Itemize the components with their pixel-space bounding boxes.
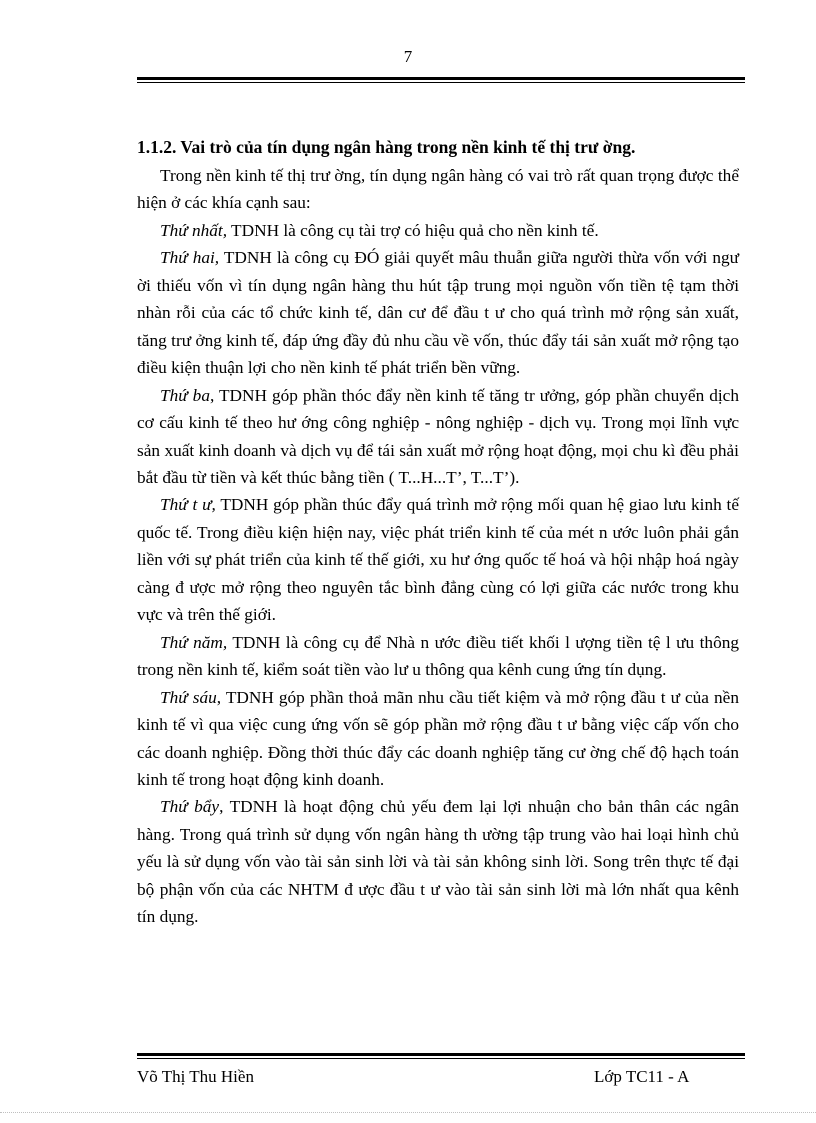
paragraph-lead: Thứ hai, [160, 248, 220, 268]
footer-author: Võ Thị Thu Hiền [137, 1067, 254, 1086]
paragraph-thu-hai [137, 244, 739, 381]
body-text [137, 162, 739, 931]
paragraph-text: , TDNH là hoạt động chủ yếu đem lại lợi nhuận cho bản thân các ngân hàng. Trong quá trình sử dụng vốn ngân hàng th ường tập trung vào hai loại hình chủ yếu là sử dụng vốn vào tài sản sinh lời và tài sản không sinh lời. Song trên thực tế đại bộ phận vốn của các NHTM đ ược đầu t ư vào tài sản sinh lời mà lớn nhất qua kênh tín dụng. [137, 797, 739, 927]
paragraph-text: TDNH là công cụ tài trợ có hiệu quả cho nền kinh tế. [227, 220, 599, 240]
section-heading: 1.1.2. Vai trò của tín dụng ngân hàng trong nền kinh tế thị trư ờng. [137, 137, 636, 157]
paragraph-thu-nhat [137, 217, 739, 244]
paragraph-lead: Thứ bẩy [160, 797, 220, 817]
paragraph-text: TDNH góp phần thúc đẩy quá trình mở rộng mối quan hệ giao lưu kinh tế quốc tế. Trong điều kiện hiện nay, việc phát triển kinh tế của mét n ước luôn phải gắn liền với sự phát triển của kinh tế thế giới, xu hư ớng quốc tế hoá và hội nhập hoá ngày càng đ ược mở rộng theo nguyên tắc bình đẳng cùng có lợi giữa các nước trong khu vực và trên thế giới. [137, 495, 739, 625]
paragraph-lead: Thứ t ư, [160, 495, 216, 515]
paragraph-text: , TDNH góp phần thóc đẩy nền kinh tế tăng tr ưởng, góp phần chuyển dịch cơ cấu kinh tế theo hư ớng công nghiệp - nông nghiệp - dịch vụ. Trong mọi lĩnh vực sản xuất kinh doanh và dịch vụ để tái sản xuất mở rộng hoạt động, mọi chu kì đều phải bắt đầu từ tiền và kết thúc bằng tiền ( T...H...T’, T...T’). [137, 385, 739, 487]
page-number: 7 [403, 47, 413, 66]
intro-paragraph: Trong nền kinh tế thị trư ờng, tín dụng ngân hàng có vai trò rất quan trọng được thể hiện ở các khía cạnh sau: [137, 166, 739, 213]
paragraph-text: TDNH là công cụ ĐÓ giải quyết mâu thuẫn giữa người thừa vốn với ngư ời thiếu vốn vì tín dụng ngân hàng thu hút tập trung mọi nguồn vốn tiền tệ tạm thời nhàn rỗi của các tổ chức kinh tế, dân cư để đầu t ư cho quá trình mở rộng sản xuất, tăng trư ởng kinh tế, đáp ứng đầy đủ nhu cầu về vốn, thúc đẩy tái sản xuất mở rộng tạo điều kiện thuận lợi cho nền kinh tế phát triển bền vững. [137, 248, 739, 378]
paragraph-thu-tu [137, 491, 739, 628]
paragraph-lead: Thứ năm, [160, 632, 228, 652]
page-edge-divider [0, 1112, 816, 1113]
paragraph-lead: Thứ sáu [160, 687, 217, 707]
footer-class: Lớp TC11 - A [594, 1067, 690, 1086]
paragraph-thu-bay [137, 793, 739, 930]
paragraph-text: TDNH là công cụ để Nhà n ước điều tiết khối l ượng tiền tệ l ưu thông trong nền kinh tế, kiểm soát tiền vào lư u thông qua kênh cung ứng tín dụng. [137, 632, 739, 680]
paragraph-lead: Thứ nhất, [160, 220, 228, 240]
paragraph-thu-sau [137, 684, 739, 794]
paragraph-thu-nam [137, 629, 739, 684]
footer-rule [137, 1053, 745, 1059]
paragraph-lead: Thứ ba [160, 385, 210, 405]
paragraph-text: , TDNH góp phần thoả mãn nhu cầu tiết kiệm và mở rộng đầu t ư của nền kinh tế vì qua việc cung ứng vốn sẽ góp phần mở rộng đầu t ư bằng việc cấp vốn cho các doanh nghiệp. Đồng thời thúc đẩy các doanh nghiệp tăng cư ờng chế độ hạch toán kinh tế trong hoạt động kinh doanh. [137, 687, 739, 789]
header-rule [137, 77, 745, 83]
paragraph-thu-ba [137, 382, 739, 492]
